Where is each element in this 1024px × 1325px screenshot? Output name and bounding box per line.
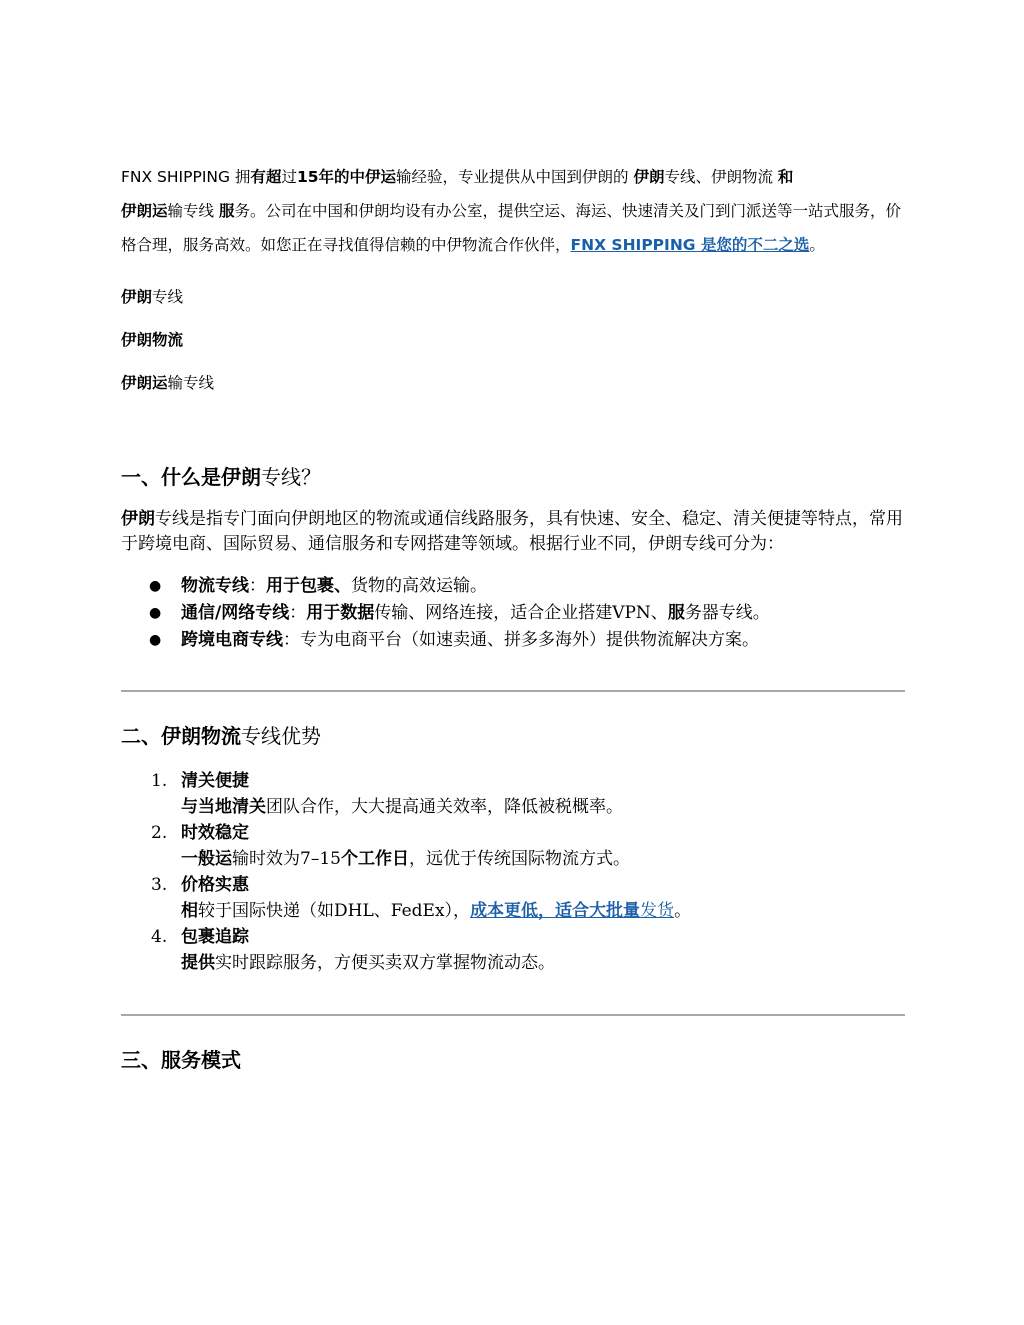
desc-bold: 提供: [181, 953, 215, 973]
desc-text: 输时效为7–15: [232, 849, 341, 869]
item-desc: [181, 950, 905, 976]
intro-bold: 和: [777, 168, 794, 186]
intro-bold: 伊朗运: [121, 202, 168, 220]
list-item: [121, 627, 905, 654]
item-title: 包裹追踪: [181, 927, 249, 947]
desc-text: 较于国际快递（如DHL、FedEx），: [198, 901, 471, 921]
heading-bold: 一、什么是伊朗: [121, 465, 261, 489]
item-text: 传输、网络连接，适合企业搭建VPN、: [374, 603, 668, 623]
keyword-bold: 伊朗运: [121, 374, 168, 392]
intro-text: 。: [809, 236, 825, 254]
list-item: [121, 820, 905, 872]
keyword-text: 专线: [152, 288, 184, 306]
item-number: 2.: [151, 823, 168, 843]
intro-bold: 15年的中伊运: [296, 168, 397, 186]
intro-bold: 伊朗: [633, 168, 665, 186]
item-desc: [181, 794, 905, 820]
desc-bold: 与当地清关: [181, 797, 266, 817]
para-text: 专线是指专门面向伊朗地区的物流或通信线路服务，具有快速、安全、稳定、清关便捷等特点，常用于跨境电商、国际贸易、通信服务和专网搭建等领域。根据行业不同，伊朗专线可分为：: [121, 509, 903, 554]
item-number: 1.: [151, 771, 168, 791]
intro-text: 专线、伊朗物流: [664, 168, 778, 186]
item-text: 务器专线。: [684, 603, 770, 623]
item-bold: 用于包裹、: [266, 576, 351, 596]
fnx-shipping-link[interactable]: FNX SHIPPING 是您的不二之选: [570, 236, 810, 254]
section-2-heading: [121, 722, 905, 750]
intro-paragraph: [121, 160, 905, 262]
intro-text: 输经验，专业提供从中国到伊朗的: [396, 168, 634, 186]
section-1-heading: [121, 463, 905, 491]
document-body: [121, 160, 905, 1074]
item-sep: ：: [283, 630, 300, 650]
desc-text: ，远优于传统国际物流方式。: [408, 849, 630, 869]
section-1-paragraph: [121, 507, 905, 557]
cost-link[interactable]: [470, 901, 674, 921]
heading-bold: 二、伊朗物流: [121, 724, 241, 748]
desc-text: 团队合作，大大提高通关效率，降低被税概率。: [266, 797, 623, 817]
item-desc: [181, 846, 905, 872]
list-item: [121, 573, 905, 600]
item-text: 货物的高效运输。: [351, 576, 487, 596]
item-term: 通信/网络专线: [181, 603, 290, 623]
item-sep: ：: [249, 576, 266, 596]
section-1-list: [121, 573, 905, 654]
item-text: 专为电商平台（如速卖通、拼多多海外）提供物流解决方案。: [300, 630, 759, 650]
list-item: [121, 768, 905, 820]
item-title: 时效稳定: [181, 823, 249, 843]
keyword-bold: 伊朗物流: [121, 331, 184, 349]
keyword-line: [121, 371, 905, 395]
desc-text: 。: [674, 901, 692, 921]
bullet-icon: ●: [149, 578, 162, 594]
item-term: 物流专线: [181, 576, 249, 596]
list-item: [121, 872, 905, 924]
keyword-line: [121, 285, 905, 309]
keyword-text: 输专线: [167, 374, 215, 392]
item-number: 3.: [151, 875, 168, 895]
item-title: 价格实惠: [181, 875, 249, 895]
desc-bold: 个工作日: [340, 849, 409, 869]
intro-text: 务。公司在中国和伊朗均设有办公室，提供空运、海运、快速清关及门到门派送等一站式服务，价格合理，服务高效。如您正在寻找值得信赖的中伊物流合作伙伴，: [121, 202, 901, 254]
section-2-list: [121, 768, 905, 976]
intro-text: 过: [281, 168, 297, 186]
link-text: 发货: [640, 901, 675, 921]
keyword-line: [121, 328, 905, 352]
intro-bold: 服: [218, 202, 235, 220]
link-bold: 成本更低，适合大批量: [470, 901, 641, 921]
item-sep: ：: [289, 603, 307, 623]
item-bold: 用于数据: [306, 603, 375, 623]
heading-bold: 三、服务模式: [121, 1048, 241, 1072]
item-desc: [181, 898, 905, 924]
list-item: [121, 600, 905, 627]
intro-text: FNX SHIPPING 拥: [121, 168, 251, 186]
heading-text: 专线优势: [241, 724, 321, 748]
list-item: [121, 924, 905, 976]
heading-text: 专线？: [261, 465, 321, 489]
item-bold: 服: [667, 603, 685, 623]
para-bold: 伊朗: [121, 509, 155, 529]
desc-text: 实时跟踪服务，方便买卖双方掌握物流动态。: [215, 953, 555, 973]
item-title: 清关便捷: [181, 771, 249, 791]
intro-text: 输专线: [167, 202, 219, 220]
item-number: 4.: [151, 927, 168, 947]
intro-bold: 有超: [250, 168, 282, 186]
section-3-heading: [121, 1046, 905, 1074]
item-term: 跨境电商专线: [181, 630, 283, 650]
bullet-icon: ●: [149, 632, 162, 648]
desc-bold: 一般运: [181, 849, 232, 869]
bullet-icon: ●: [149, 605, 162, 621]
desc-bold: 相: [181, 901, 198, 921]
keyword-bold: 伊朗: [121, 288, 153, 306]
